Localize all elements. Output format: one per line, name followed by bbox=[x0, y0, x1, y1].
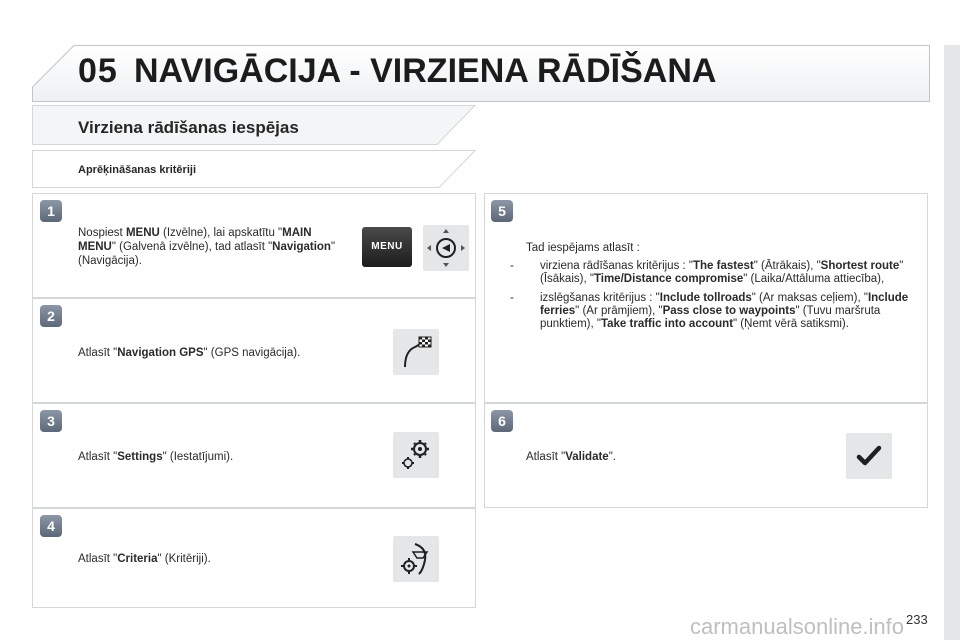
checkmark-icon bbox=[846, 433, 892, 479]
chapter-number: 05 bbox=[78, 52, 118, 90]
route-flag-icon bbox=[393, 329, 439, 375]
settings-gears-icon bbox=[393, 432, 439, 478]
step-badge-4: 4 bbox=[40, 515, 62, 537]
step-text-3: Atlasīt "Settings" (Iestatījumi). bbox=[78, 451, 234, 463]
page-number: 233 bbox=[906, 612, 928, 627]
step-text-1: Nospiest MENU (Izvēlne), lai apskatītu "MAIN MENU" (Galvenā izvēlne), tad atlasīt "Navigation" (Navigācija). bbox=[78, 227, 336, 267]
step-badge-6: 6 bbox=[491, 410, 513, 432]
step-badge-2: 2 bbox=[40, 305, 62, 327]
step-text-2: Atlasīt "Navigation GPS" (GPS navigācija). bbox=[78, 347, 301, 359]
step-badge-5: 5 bbox=[491, 200, 513, 222]
list-item: - virziena rādīšanas kritērijus : "The fastest" (Ātrākais), "Shortest route" (Īsākais), "Time/Distance compromise" (Laika/Attāluma attiecība), bbox=[510, 260, 904, 285]
subsection-title: Aprēķināšanas kritēriji bbox=[78, 164, 197, 176]
side-stripe bbox=[944, 45, 960, 640]
watermark: carmanualsonline.info bbox=[690, 614, 905, 639]
list-item: - izslēgšanas kritērijus : "Include tollroads" (Ar maksas ceļiem), "Include ferries" (Ar prāmjiem), "Pass close to waypoints" (Tuvu maršruta punktiem), "Take traffic into account" (Ņemt vērā satiksmi). bbox=[510, 292, 909, 330]
section-title: Virziena rādīšanas iespējas bbox=[78, 118, 299, 137]
step-badge-1: 1 bbox=[40, 200, 62, 222]
step-5-intro: Tad iespējams atlasīt : bbox=[526, 242, 640, 254]
criteria-list bbox=[510, 260, 920, 337]
step-text-6: Atlasīt "Validate". bbox=[526, 451, 616, 463]
navigation-joystick-icon bbox=[423, 225, 469, 271]
menu-button: MENU bbox=[362, 227, 412, 267]
step-badge-3: 3 bbox=[40, 410, 62, 432]
criteria-icon bbox=[393, 536, 439, 582]
chapter-title: NAVIGĀCIJA - VIRZIENA RĀDĪŠANA bbox=[134, 52, 717, 90]
step-text-4: Atlasīt "Criteria" (Kritēriji). bbox=[78, 553, 211, 565]
